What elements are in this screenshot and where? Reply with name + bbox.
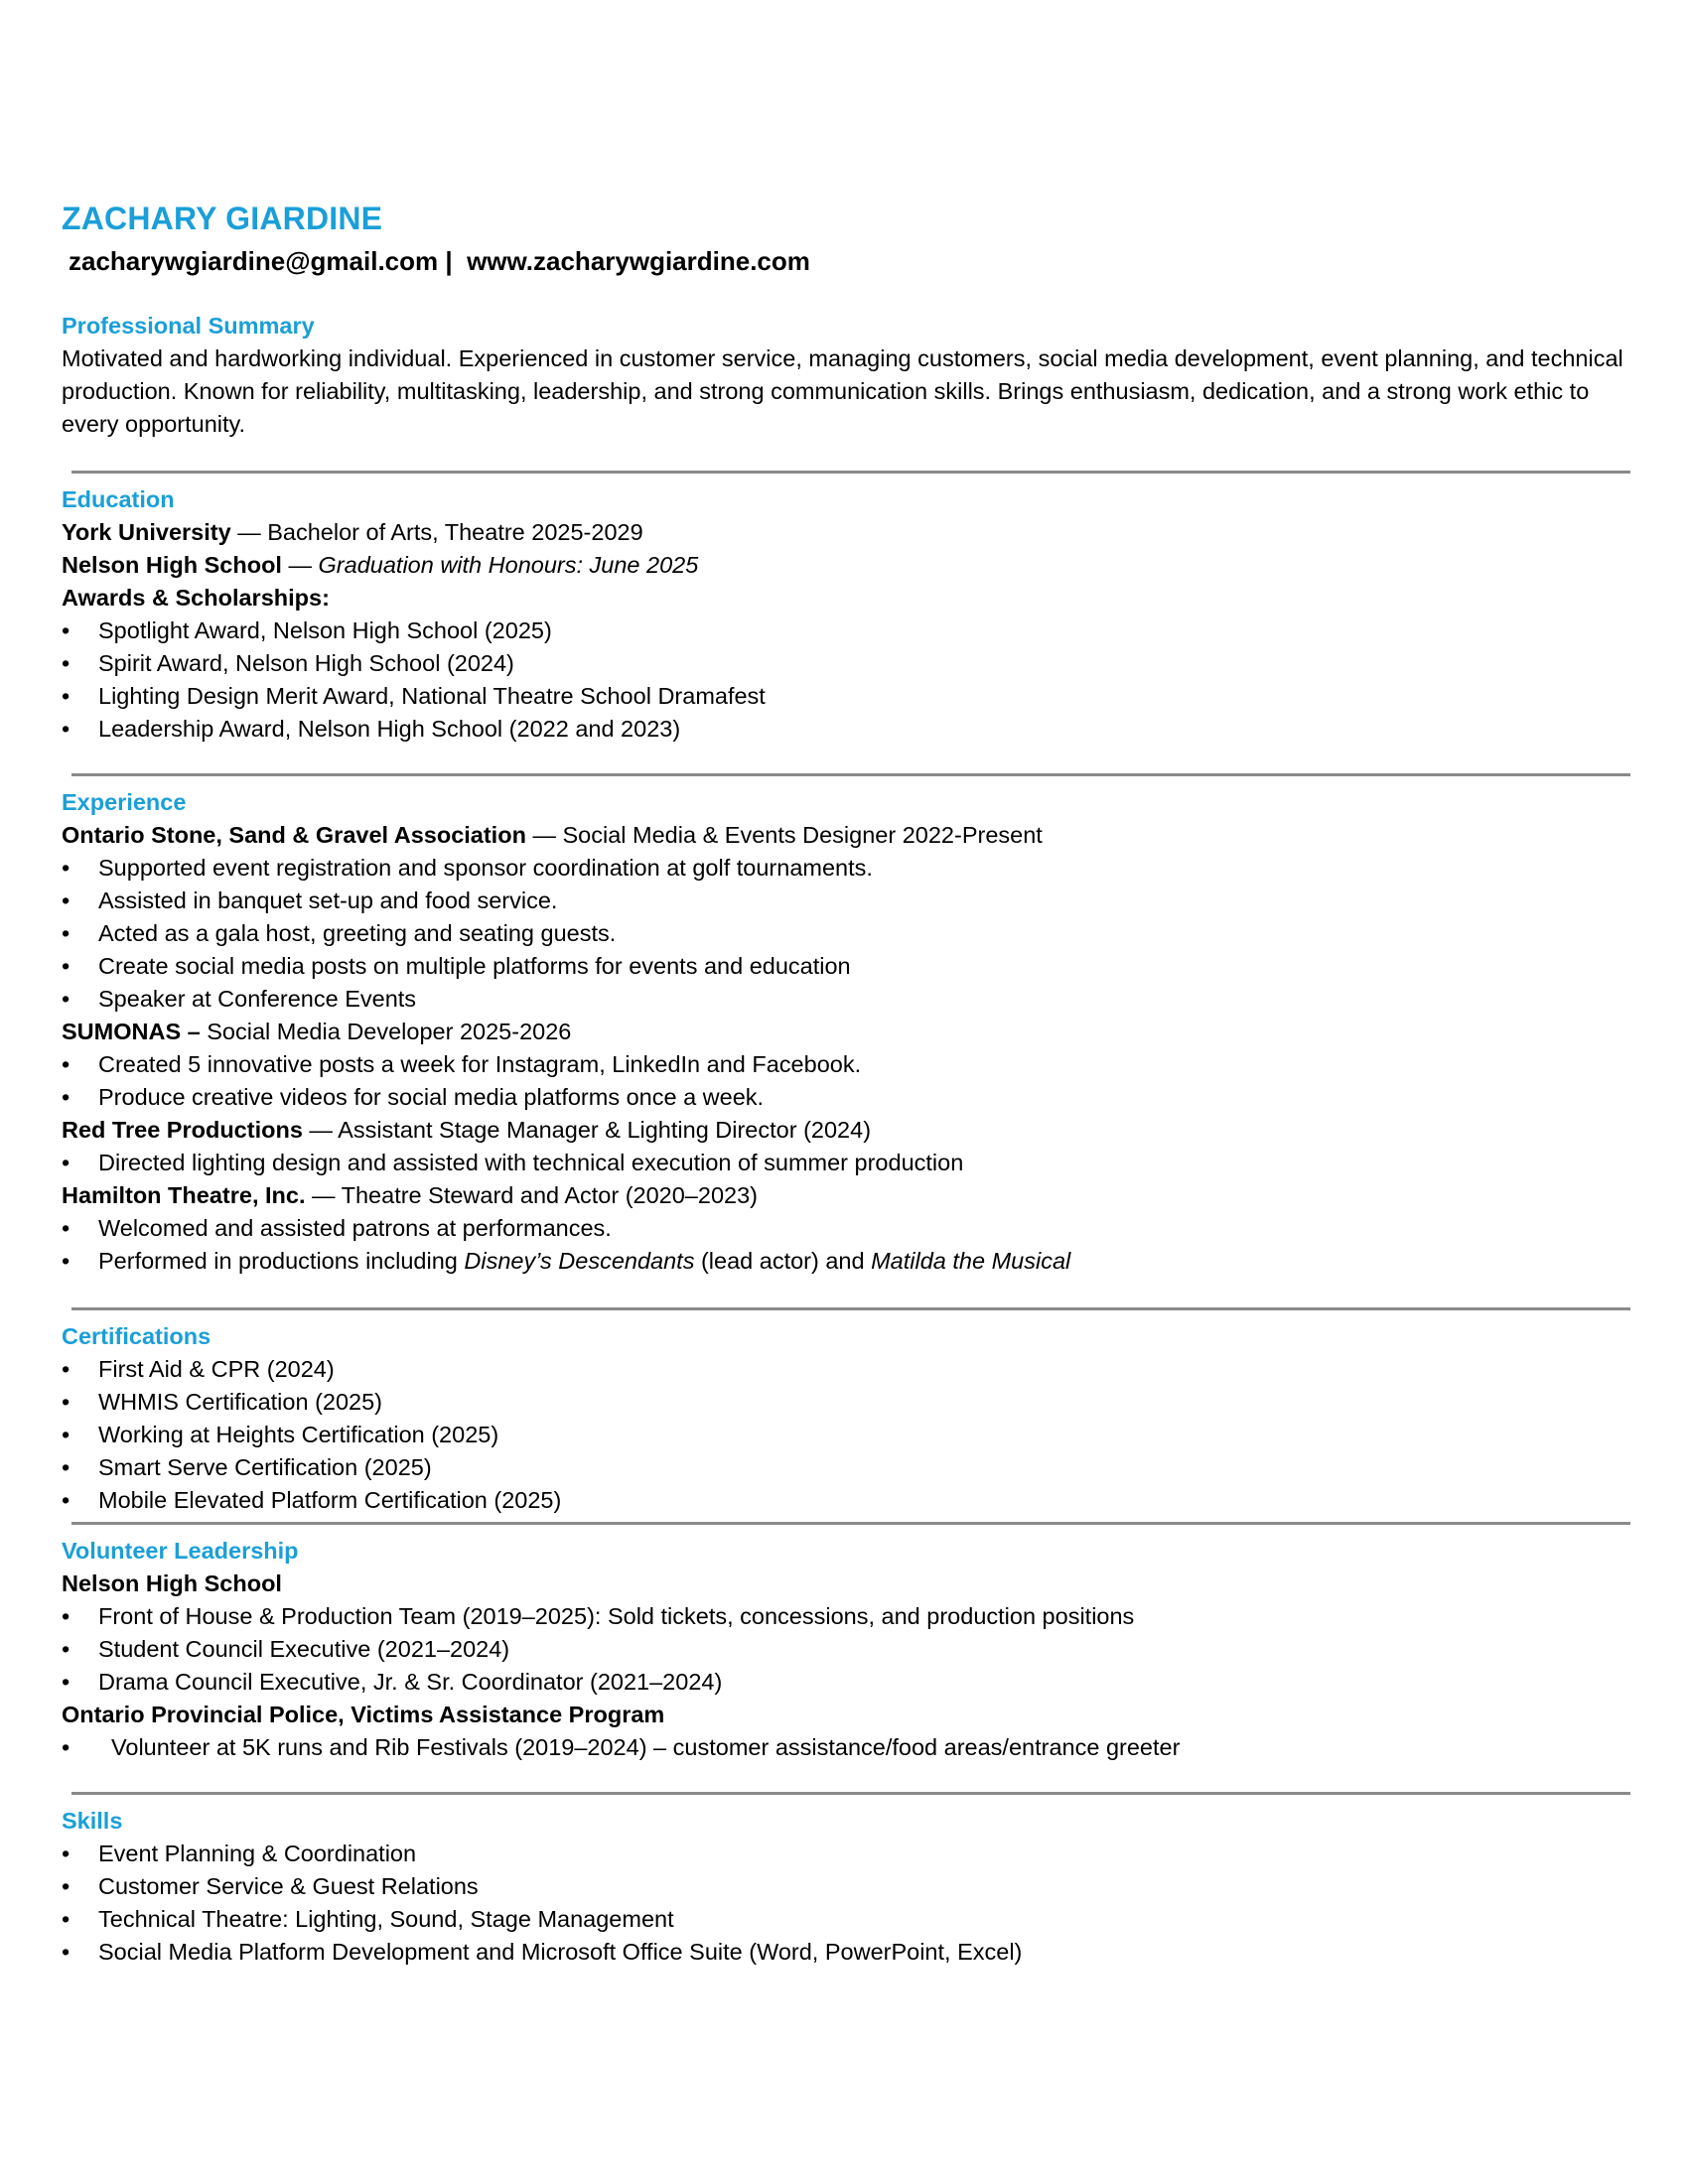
list-item: [62, 1147, 1630, 1179]
list-item: [62, 1633, 1630, 1666]
job-role: — Social Media & Events Designer 2022-Present: [525, 822, 1043, 848]
list-item-text: Directed lighting design and assisted with technical execution of summer production: [98, 1150, 964, 1175]
list-item: [62, 1838, 1630, 1870]
list-item-text: Create social media posts on multiple platforms for events and education: [98, 953, 851, 979]
list-item-text: Technical Theatre: Lighting, Sound, Stage Management: [98, 1906, 674, 1932]
list-item: [62, 713, 1630, 746]
bullet-icon: •: [62, 683, 70, 709]
resume-page: [62, 195, 1630, 1969]
bullet-icon: •: [62, 855, 70, 881]
list-item-text: Lighting Design Merit Award, National Theatre School Dramafest: [98, 683, 766, 709]
list-item-text: Spotlight Award, Nelson High School (2025): [98, 617, 552, 643]
education-entry: [62, 516, 1630, 549]
list-item: [62, 885, 1630, 917]
bullet-icon: •: [62, 617, 70, 643]
list-item: [62, 614, 1630, 647]
bullet-icon: •: [62, 1734, 70, 1760]
education-separator: —: [281, 552, 319, 578]
list-item-text: Assisted in banquet set-up and food service.: [98, 887, 558, 913]
text-segment: Performed in productions including: [98, 1248, 465, 1274]
job-org: Ontario Stone, Sand & Gravel Association: [62, 822, 526, 848]
bullet-icon: •: [62, 1873, 70, 1899]
list-item: [62, 1245, 1630, 1278]
education-entry: [62, 549, 1630, 582]
summary-text: Motivated and hardworking individual. Experienced in customer service, managing customers, social media development, event planning, and technical production. Known for reliability, multitasking, leadership, and strong communication skills. Brings enthusiasm, dedication, and a strong work ethic to every opportunity.: [62, 345, 1623, 437]
list-item: [62, 917, 1630, 950]
list-item: [62, 1903, 1630, 1936]
list-item-text: Created 5 innovative posts a week for Instagram, LinkedIn and Facebook.: [98, 1051, 862, 1077]
bullet-icon: •: [62, 986, 70, 1012]
job-role: — Assistant Stage Manager & Lighting Director (2024): [302, 1117, 872, 1143]
section-title-certifications: Certifications: [62, 1323, 211, 1349]
list-item-text: Mobile Elevated Platform Certification (2025): [98, 1487, 562, 1513]
bullet-icon: •: [62, 1487, 70, 1513]
job-heading: [62, 1114, 1630, 1147]
job-role: — Theatre Steward and Actor (2020–2023): [305, 1182, 758, 1208]
awards-heading: Awards & Scholarships:: [62, 585, 330, 611]
list-item: [62, 983, 1630, 1016]
bullet-icon: •: [62, 1906, 70, 1932]
bullet-icon: •: [62, 953, 70, 979]
list-item: [62, 1936, 1630, 1969]
list-item: [62, 647, 1630, 680]
job-heading: [62, 819, 1630, 852]
section-title-summary: Professional Summary: [62, 313, 315, 339]
list-item: [62, 1212, 1630, 1245]
bullet-icon: •: [62, 920, 70, 946]
list-item: [62, 680, 1630, 713]
list-item-text: Working at Heights Certification (2025): [98, 1422, 499, 1447]
bullet-icon: •: [62, 1215, 70, 1241]
volunteer-org: Nelson High School: [62, 1570, 282, 1596]
list-item-text: Leadership Award, Nelson High School (2022 and 2023): [98, 716, 681, 742]
list-item-text: Event Planning & Coordination: [98, 1841, 417, 1866]
list-item-text: First Aid & CPR (2024): [98, 1356, 335, 1382]
list-item: [62, 1353, 1630, 1386]
bullet-icon: •: [62, 1150, 70, 1175]
education-org: Nelson High School: [62, 552, 282, 578]
education-detail: Graduation with Honours: June 2025: [318, 552, 699, 578]
list-item-text: Produce creative videos for social media platforms once a week.: [98, 1084, 765, 1110]
bullet-icon: •: [62, 716, 70, 742]
list-item: [62, 1484, 1630, 1517]
volunteer-org: Ontario Provincial Police, Victims Assistance Program: [62, 1702, 665, 1727]
section-title-volunteer: Volunteer Leadership: [62, 1538, 299, 1564]
bullet-icon: •: [62, 1603, 70, 1629]
bullet-icon: •: [62, 1841, 70, 1866]
list-item-text: Supported event registration and sponsor coordination at golf tournaments.: [98, 855, 873, 881]
contact-line: zacharywgiardine@gmail.com | www.zacharywgiardine.com: [69, 246, 810, 276]
bullet-icon: •: [62, 1669, 70, 1695]
list-item-text: Customer Service & Guest Relations: [98, 1873, 479, 1899]
list-item-text: WHMIS Certification (2025): [98, 1389, 382, 1415]
list-item: [62, 1870, 1630, 1903]
list-item: [62, 1600, 1630, 1633]
production-title: Disney’s Descendants: [464, 1248, 695, 1274]
list-item-text: [98, 1245, 1070, 1278]
education-detail: — Bachelor of Arts, Theatre 2025-2029: [230, 519, 643, 545]
job-heading: [62, 1016, 1630, 1048]
section-title-education: Education: [62, 486, 175, 512]
bullet-icon: •: [62, 1084, 70, 1110]
list-item-text: Social Media Platform Development and Microsoft Office Suite (Word, PowerPoint, Excel): [98, 1939, 1023, 1965]
list-item: [62, 1451, 1630, 1484]
list-item: [62, 1386, 1630, 1419]
list-item: [62, 1731, 1630, 1764]
list-item-text: Acted as a gala host, greeting and seating guests.: [98, 920, 617, 946]
list-item: [62, 1419, 1630, 1451]
job-heading: [62, 1179, 1630, 1212]
section-title-skills: Skills: [62, 1808, 123, 1834]
list-item-text: Student Council Executive (2021–2024): [98, 1636, 510, 1662]
list-item: [62, 950, 1630, 983]
bullet-icon: •: [62, 1422, 70, 1447]
job-role: Social Media Developer 2025-2026: [200, 1019, 572, 1044]
bullet-icon: •: [62, 1356, 70, 1382]
education-org: York University: [62, 519, 231, 545]
list-item-text: Spirit Award, Nelson High School (2024): [98, 650, 514, 676]
list-item-text: Front of House & Production Team (2019–2025): Sold tickets, concessions, and production positions: [98, 1603, 1135, 1629]
list-item-text: Welcomed and assisted patrons at performances.: [98, 1215, 612, 1241]
list-item: [62, 1666, 1630, 1699]
job-org: Hamilton Theatre, Inc.: [62, 1182, 306, 1208]
text-segment: (lead actor) and: [694, 1248, 872, 1274]
list-item-text: Volunteer at 5K runs and Rib Festivals (2019–2024) – customer assistance/food areas/entrance greeter: [111, 1734, 1181, 1760]
bullet-icon: •: [62, 650, 70, 676]
list-item: [62, 1048, 1630, 1081]
bullet-icon: •: [62, 1939, 70, 1965]
bullet-icon: •: [62, 1454, 70, 1480]
list-item-text: Speaker at Conference Events: [98, 986, 417, 1012]
list-item: [62, 852, 1630, 885]
production-title: Matilda the Musical: [871, 1248, 1071, 1274]
bullet-icon: •: [62, 1389, 70, 1415]
job-org: Red Tree Productions: [62, 1117, 303, 1143]
bullet-icon: •: [62, 887, 70, 913]
candidate-name: ZACHARY GIARDINE: [62, 201, 383, 236]
section-title-experience: Experience: [62, 789, 187, 815]
list-item-text: Drama Council Executive, Jr. & Sr. Coordinator (2021–2024): [98, 1669, 723, 1695]
bullet-icon: •: [62, 1636, 70, 1662]
bullet-icon: •: [62, 1248, 70, 1274]
list-item: [62, 1081, 1630, 1114]
bullet-icon: •: [62, 1051, 70, 1077]
job-org: SUMONAS –: [62, 1019, 201, 1044]
list-item-text: Smart Serve Certification (2025): [98, 1454, 432, 1480]
